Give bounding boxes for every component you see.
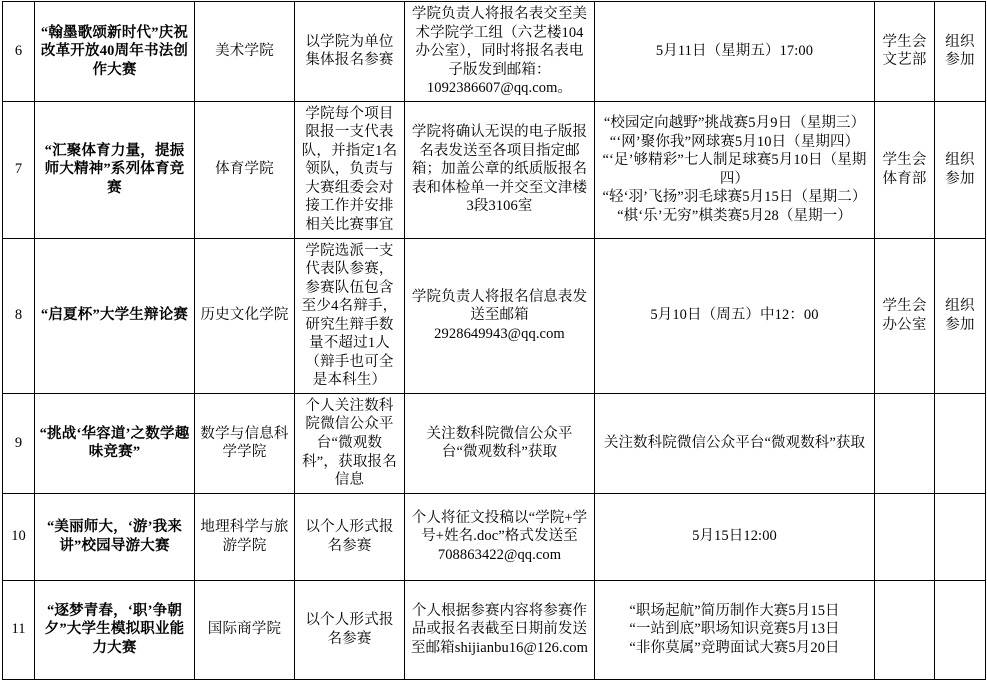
- table-row: [3, 393, 986, 493]
- host-college: 数学与信息科学学院: [195, 393, 295, 493]
- table-row: [3, 2, 986, 102]
- activity-time: [595, 493, 875, 580]
- row-number: 6: [3, 2, 35, 102]
- activity-name: “挑战‘华容道’之数学趣味竞赛”: [35, 393, 195, 493]
- row-number: 7: [3, 101, 35, 238]
- signup-method: 以个人形式报名参赛: [295, 580, 405, 679]
- table-row: [3, 101, 986, 238]
- activity-time-line: “‘网’聚你我”网球赛5月10日（星期四）: [609, 133, 860, 150]
- host-college: 历史文化学院: [195, 238, 295, 393]
- signup-detail: 关注数科院微信公众平台“微观数科”获取: [405, 393, 595, 493]
- organizer: [875, 493, 935, 580]
- row-number: 11: [3, 580, 35, 679]
- table-row: [3, 493, 986, 580]
- row-number: 10: [3, 493, 35, 580]
- activity-time: [595, 393, 875, 493]
- document-page: [0, 1, 987, 656]
- activity-time: [595, 2, 875, 102]
- organizer: [875, 393, 935, 493]
- signup-detail: 学院负责人将报名信息表发送至邮箱2928649943@qq.com: [405, 238, 595, 393]
- signup-method: 学院选派一支代表队参赛，参赛队伍包含至少4名辩手，研究生辩手数量不超过1人（辩手也可全是本科生）: [295, 238, 405, 393]
- host-college: 国际商学院: [195, 580, 295, 679]
- activity-time-line: “非你莫属”竞聘面试大赛5月20日: [629, 639, 840, 656]
- organizer: [875, 580, 935, 679]
- activity-time: [595, 238, 875, 393]
- signup-method: 个人关注数科院微信公众平台“微观数科”，获取报名信息: [295, 393, 405, 493]
- organizer-role: [935, 580, 986, 679]
- organizer-role: 组织参加: [935, 2, 986, 102]
- activity-time-line: “‘足’够精彩”七人制足球赛5月10日（星期四）: [602, 152, 867, 187]
- signup-method: 以个人形式报名参赛: [295, 493, 405, 580]
- organizer: 学生会体育部: [875, 101, 935, 238]
- activity-time-lines: [599, 306, 870, 325]
- activity-time-lines: [599, 527, 870, 546]
- activity-name: “翰墨歌颂新时代”庆祝改革开放40周年书法创作大赛: [35, 2, 195, 102]
- signup-method: 以学院为单位集体报名参赛: [295, 2, 405, 102]
- activity-time-line: “校园定向越野”挑战赛5月9日（星期三）: [603, 115, 866, 131]
- signup-detail: 个人根据参赛内容将参赛作品或报名表截至日期前发送至邮箱shijianbu16@126.com: [405, 580, 595, 679]
- activity-time-line: 5月10日（周五）中12：00: [650, 307, 819, 324]
- signup-method: 学院每个项目限报一支代表队，并指定1名领队，负责与大赛组委会对接工作并安排相关比赛事宜: [295, 101, 405, 238]
- activity-name: “美丽师大，‘游’我来讲”校园导游大赛: [35, 493, 195, 580]
- activity-time-line: “棋‘乐’无穷”棋类赛5月28（星期一）: [617, 207, 852, 224]
- activity-time-line: 5月15日12:00: [692, 528, 777, 545]
- activity-time-lines: [599, 42, 870, 61]
- activity-time: [595, 101, 875, 238]
- activity-time-line: “职场起航”简历制作大赛5月15日: [629, 602, 840, 619]
- organizer-role: [935, 493, 986, 580]
- table-body: [3, 2, 986, 680]
- activity-time-lines: [599, 602, 870, 658]
- activity-time-line: “一站到底”职场知识竞赛5月13日: [629, 621, 840, 638]
- activity-name: “启夏杯”大学生辩论赛: [35, 238, 195, 393]
- signup-detail: 学院负责人将报名表交至美术学院学工组（六艺楼104办公室），同时将报名表电子版发到邮箱：1092386607@qq.com。: [405, 2, 595, 102]
- organizer: 学生会办公室: [875, 238, 935, 393]
- host-college: 美术学院: [195, 2, 295, 102]
- organizer-role: 组织参加: [935, 101, 986, 238]
- host-college: 体育学院: [195, 101, 295, 238]
- row-number: 8: [3, 238, 35, 393]
- table-row: [3, 238, 986, 393]
- signup-detail: 学院将确认无误的电子版报名表发送至各项目指定邮箱；加盖公章的纸质版报名表和体检单一并交至文津楼3段3106室: [405, 101, 595, 238]
- organizer: 学生会文艺部: [875, 2, 935, 102]
- activity-time-line: 关注数科院微信公众平台“微观数科”获取: [603, 435, 866, 452]
- activity-time-line: 5月11日（星期五）17:00: [655, 43, 814, 60]
- host-college: 地理科学与旅游学院: [195, 493, 295, 580]
- signup-detail: 个人将征文投稿以“学院+学号+姓名.doc”格式发送至708863422@qq.com: [405, 493, 595, 580]
- activity-time-lines: [599, 434, 870, 453]
- activity-time-line: “轻‘羽’飞扬”羽毛球赛5月15日（星期二）: [602, 189, 867, 206]
- organizer-role: [935, 393, 986, 493]
- activity-time-lines: [599, 114, 870, 225]
- row-number: 9: [3, 393, 35, 493]
- activity-name: “逐梦青春，‘职’争朝夕”大学生模拟职业能力大赛: [35, 580, 195, 679]
- table-row: [3, 580, 986, 679]
- activity-name: “汇聚体育力量，提振师大精神”系列体育竞赛: [35, 101, 195, 238]
- organizer-role: 组织参加: [935, 238, 986, 393]
- activity-table: [2, 1, 986, 680]
- activity-time: [595, 580, 875, 679]
